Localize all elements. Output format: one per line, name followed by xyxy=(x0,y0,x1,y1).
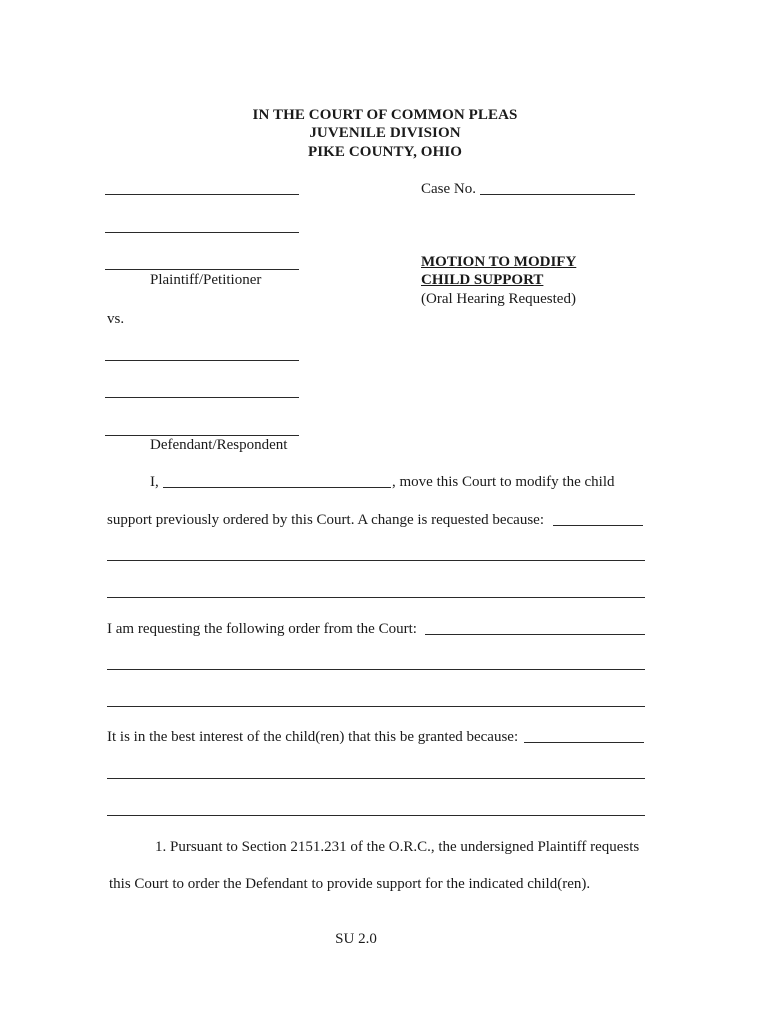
movant-name-field[interactable] xyxy=(163,487,391,488)
best-interest-field-3[interactable] xyxy=(107,815,645,816)
defendant-line-1[interactable] xyxy=(105,360,299,361)
order-request-field-3[interactable] xyxy=(107,706,645,707)
intro-suffix: , move this Court to modify the child xyxy=(392,474,615,490)
change-reason-field-2[interactable] xyxy=(107,560,645,561)
motion-title-line2: CHILD SUPPORT xyxy=(421,272,544,288)
order-request-field-1[interactable] xyxy=(425,634,645,635)
case-no-field[interactable] xyxy=(480,194,635,195)
best-interest-field-1[interactable] xyxy=(524,742,644,743)
county-heading: PIKE COUNTY, OHIO xyxy=(307,144,463,160)
party-line-2[interactable] xyxy=(105,232,299,233)
order-request-text: I am requesting the following order from the Court: xyxy=(107,621,417,637)
paragraph-1-line1: 1. Pursuant to Section 2151.231 of the O.R.C., the undersigned Plaintiff requests xyxy=(155,839,640,855)
intro-prefix: I, xyxy=(150,474,159,490)
party-line-1[interactable] xyxy=(105,194,299,195)
motion-title-line1: MOTION TO MODIFY xyxy=(421,254,577,270)
court-heading: IN THE COURT OF COMMON PLEAS xyxy=(252,107,518,123)
motion-subtitle: (Oral Hearing Requested) xyxy=(421,291,576,307)
case-no-label: Case No. xyxy=(421,181,476,197)
paragraph-1-line2: this Court to order the Defendant to provide support for the indicated child(ren). xyxy=(109,876,591,892)
change-reason-field-1[interactable] xyxy=(553,525,643,526)
change-reason-text: support previously ordered by this Court. A change is requested because: xyxy=(107,512,544,528)
defendant-line-2[interactable] xyxy=(105,397,299,398)
change-reason-field-3[interactable] xyxy=(107,597,645,598)
party-line-3[interactable] xyxy=(105,269,299,270)
division-heading: JUVENILE DIVISION xyxy=(309,125,461,141)
form-code: SU 2.0 xyxy=(335,931,377,947)
best-interest-field-2[interactable] xyxy=(107,778,645,779)
vs-label: vs. xyxy=(107,311,125,327)
defendant-label: Defendant/Respondent xyxy=(150,437,288,453)
plaintiff-label: Plaintiff/Petitioner xyxy=(150,272,262,288)
best-interest-text: It is in the best interest of the child(ren) that this be granted because: xyxy=(107,729,519,745)
order-request-field-2[interactable] xyxy=(107,669,645,670)
